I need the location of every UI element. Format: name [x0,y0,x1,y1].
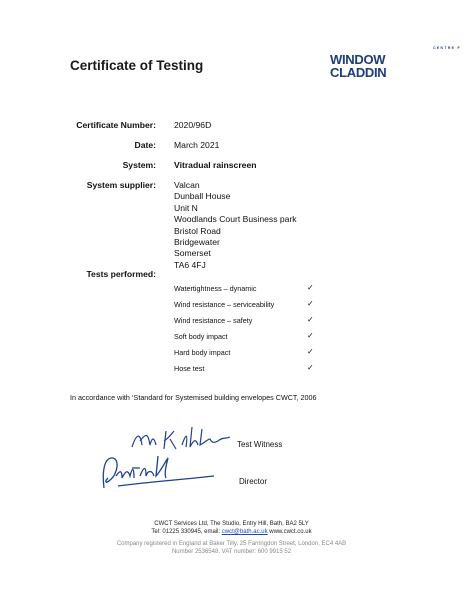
certificate-number-label: Certificate Number: [76,120,156,130]
address-line-1: CWCT Services Ltd, The Studio, Entry Hill, Bath, BA2 5LY [154,521,309,527]
page-title: Certificate of Testing [70,58,204,73]
address-line: Somerset [174,248,211,259]
accordance-statement: In accordance with ‘Standard for Systemised building envelopes CWCT, 2006 [70,393,317,402]
date-label: Date: [134,140,156,150]
director-signature [98,452,218,492]
tests-label: Tests performed: [86,269,156,279]
test-name: Wind resistance – serviceability [174,300,275,309]
website-text: www.cwct.co.uk [267,529,312,535]
address-line: TA6 4FJ [174,259,206,270]
test-name: Hard body impact [174,348,231,357]
logo-line-2: CLADDIN [330,65,387,80]
test-witness-label: Test Witness [237,440,283,449]
witness-signature [128,425,233,453]
check-icon: ✓ [307,283,314,292]
supplier-address [174,180,297,271]
logo-line-1: WINDOW [330,52,386,67]
logo-top-text: CENTRE F [433,46,461,50]
email-link[interactable]: cwct@bath.ac.uk [221,529,268,535]
check-icon: ✓ [307,331,314,340]
test-name: Wind resistance – safety [174,316,253,325]
check-icon: ✓ [307,363,314,372]
contact-line [0,528,463,536]
certificate-number-value: 2020/96D [174,120,212,130]
address-line: Bristol Road [174,225,221,236]
address-line: Dunball House [174,191,231,202]
company-address [0,520,463,536]
cwct-logo [322,44,463,88]
supplier-label: System supplier: [86,180,156,190]
registration-info [0,540,463,556]
check-icon: ✓ [307,347,314,356]
address-line: Unit N [174,202,198,213]
telephone-text: Tel: 01225 330945, email: [151,529,222,535]
system-label: System: [122,160,156,170]
test-name: Hose test [174,364,205,373]
director-label: Director [239,477,268,486]
address-line: Valcan [174,180,200,190]
address-line: Bridgewater [174,237,220,248]
registration-line-1: Company registered in England at Baker Tilly, 25 Farringdon Street, London, EC4 4AB [116,541,347,547]
system-value: Vitradual rainscreen [174,160,257,170]
check-icon: ✓ [307,299,314,308]
test-name: Watertightness – dynamic [174,284,257,293]
date-value: March 2021 [174,140,220,150]
registration-line-2: Number 2536548. VAT number: 600 9915 52 [171,549,292,555]
test-name: Soft body impact [174,332,228,341]
address-line: Woodlands Court Business park [174,214,297,225]
check-icon: ✓ [307,315,314,324]
